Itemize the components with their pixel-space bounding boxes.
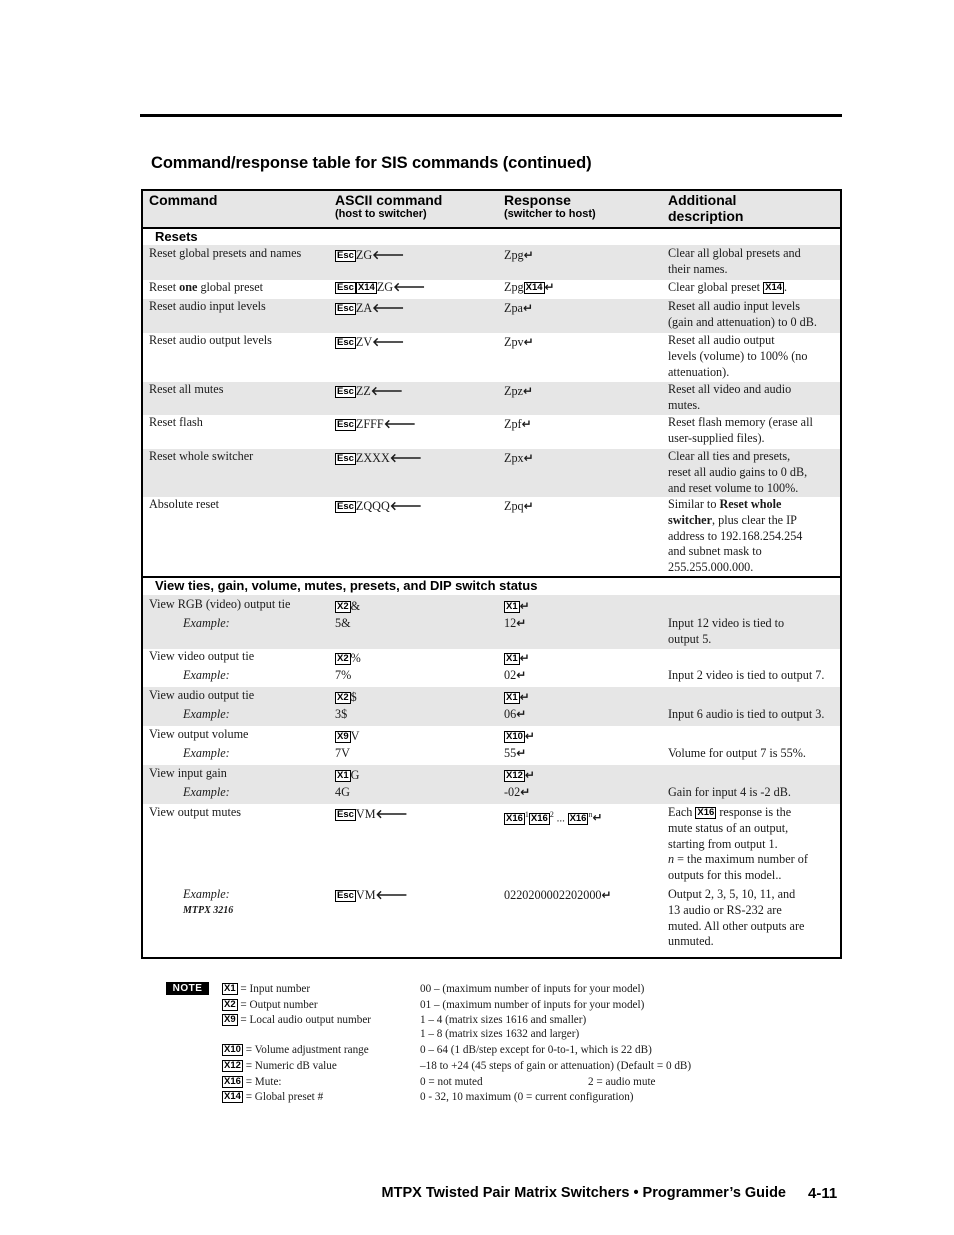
x1-key-icon: X1 xyxy=(506,601,518,612)
cell-ascii: Esc ZXXX🡐 xyxy=(337,451,422,465)
cell-response: Zpz↵ xyxy=(504,384,534,398)
note-badge: NOTE xyxy=(166,982,209,995)
cell-response xyxy=(504,651,664,667)
return-icon: ↵ xyxy=(523,335,534,349)
cell-description: Reset all audio output levels (volume) to 100% (no attenuation). xyxy=(668,333,808,379)
arrow-left-icon: 🡐 xyxy=(370,384,403,398)
table-row xyxy=(143,595,840,649)
example-ascii: 5& xyxy=(335,616,351,630)
x12-key-icon: X12 xyxy=(224,1060,241,1071)
arrow-left-icon: 🡐 xyxy=(383,417,416,431)
cell-description: Each X16 response is the mute status of an output, starting from output 1. n = the maximum number of outputs for this model.. xyxy=(668,805,808,883)
cell-response xyxy=(504,768,664,784)
header-ascii: ASCII command xyxy=(335,192,443,208)
cell-description: Similar to Reset whole switcher, plus clear the IP address to 192.168.254.254 and subnet mask to 255.255.000.000. xyxy=(668,497,803,575)
return-icon: ↵ xyxy=(522,301,534,315)
x1-key-icon: X1 xyxy=(506,653,518,664)
return-icon: ↵ xyxy=(523,499,534,513)
table-row xyxy=(143,804,840,957)
esc-key-icon: Esc xyxy=(337,282,354,293)
header-divider xyxy=(143,227,840,229)
x2-key-icon: X2 xyxy=(337,692,349,703)
x16-key-icon: X16 xyxy=(224,1076,241,1087)
esc-key-icon: Esc xyxy=(337,337,354,348)
return-icon: ↵ xyxy=(519,651,530,665)
note-key-line: X2 = Output number xyxy=(224,999,318,1011)
cell-response: Zpg X14 ↵ xyxy=(504,280,555,294)
command-table xyxy=(141,189,842,959)
esc-key-icon: Esc xyxy=(337,386,354,397)
arrow-left-icon: 🡐 xyxy=(393,280,426,294)
page-heading: Command/response table for SIS commands (continued) xyxy=(151,154,592,172)
return-icon: ↵ xyxy=(521,417,532,431)
x10-key-icon: X10 xyxy=(224,1044,241,1055)
example-label: Example: xyxy=(183,887,230,901)
return-icon: ↵ xyxy=(524,729,535,743)
cell-ascii: Esc VM🡐 xyxy=(337,807,408,821)
header-command: Command xyxy=(149,192,218,208)
return-icon: ↵ xyxy=(519,690,530,704)
example-response: 06↵ xyxy=(504,707,527,721)
cell-command: Reset global presets and names xyxy=(149,246,302,260)
x14-key-icon: X14 xyxy=(765,282,783,293)
return-icon: ↵ xyxy=(516,668,527,682)
cell-command: View input gain xyxy=(149,766,227,780)
cell-ascii: X2 $ xyxy=(337,690,357,704)
cell-command: View RGB (video) output tie xyxy=(149,597,291,611)
example-ascii: Esc VM🡐 xyxy=(337,888,408,902)
esc-key-icon: Esc xyxy=(337,501,354,512)
x2-key-icon: X2 xyxy=(224,999,236,1010)
esc-key-icon: Esc xyxy=(337,809,354,820)
footer-title: MTPX Twisted Pair Matrix Switchers • Programmer’s Guide xyxy=(381,1185,786,1201)
example-response: 12↵ xyxy=(504,616,527,630)
esc-key-icon: Esc xyxy=(337,419,354,430)
example-label: Example: xyxy=(183,668,230,682)
return-icon: ↵ xyxy=(601,888,612,902)
cell-ascii: Esc ZV🡐 xyxy=(337,335,405,349)
note-key-line: X10 = Volume adjustment range xyxy=(224,1044,369,1056)
x9-key-icon: X9 xyxy=(224,1014,236,1025)
cell-ascii: Esc ZFFF🡐 xyxy=(337,417,416,431)
cell-ascii: Esc ZA🡐 xyxy=(337,301,405,315)
section-title-resets: Resets xyxy=(155,229,198,244)
note-desc: –18 to +24 (45 steps of gain or attenuation) (Default = 0 dB) xyxy=(420,1060,692,1072)
x2-key-icon: X2 xyxy=(337,601,349,612)
example-label: Example: xyxy=(183,785,230,799)
x16-key-icon: X16 xyxy=(697,807,715,818)
note-desc: 0 = not muted xyxy=(420,1076,483,1088)
example-label: Example: xyxy=(183,746,230,760)
cell-description: Reset all video and audio mutes. xyxy=(668,382,792,412)
return-icon: ↵ xyxy=(592,810,603,825)
note-desc: 0 – 64 (1 dB/step except for 0-to-1, which is 22 dB) xyxy=(420,1044,652,1056)
x16-key-icon: X16 xyxy=(506,812,523,824)
return-icon: ↵ xyxy=(516,707,527,721)
example-ascii: 4G xyxy=(335,785,350,799)
esc-key-icon: Esc xyxy=(337,890,354,901)
cell-description: Volume for output 7 is 55%. xyxy=(668,746,806,760)
example-ascii: 7% xyxy=(335,668,352,682)
table-row xyxy=(143,382,840,415)
note-desc: 2 = audio mute xyxy=(588,1076,656,1088)
header-response: Response xyxy=(504,192,571,208)
x9-key-icon: X9 xyxy=(337,731,349,742)
esc-key-icon: Esc xyxy=(337,250,354,261)
cell-response: Zpg↵ xyxy=(504,248,534,262)
cell-description: Clear all ties and presets, reset all audio gains to 0 dB, and reset volume to 100%. xyxy=(668,449,808,495)
cell-ascii: X9 V xyxy=(337,729,360,743)
cell-response: Zpf↵ xyxy=(504,417,532,431)
note-desc: 01 – (maximum number of inputs for your model) xyxy=(420,999,645,1011)
note-key-line: X9 = Local audio output number xyxy=(224,1014,372,1026)
return-icon: ↵ xyxy=(522,384,534,398)
example-label: Example: xyxy=(183,616,230,630)
page-number: 4-11 xyxy=(808,1185,838,1202)
cell-response xyxy=(504,690,664,706)
table-row xyxy=(143,649,840,687)
table-row xyxy=(143,449,840,497)
table-row xyxy=(143,765,840,804)
cell-response xyxy=(504,599,664,615)
example-model: MTPX 3216 xyxy=(183,905,234,916)
note-key-line: X1 = Input number xyxy=(224,983,311,995)
cell-ascii: Esc X14 ZG🡐 xyxy=(337,280,426,294)
x16-key-icon: X16 xyxy=(569,812,587,824)
table-header-row xyxy=(143,191,840,228)
table-row xyxy=(143,333,840,382)
cell-ascii: Esc ZG🡐 xyxy=(337,248,405,262)
table-row xyxy=(143,280,840,299)
arrow-left-icon: 🡐 xyxy=(389,499,422,513)
x16-key-icon: X16 xyxy=(530,812,548,824)
cell-response xyxy=(504,729,664,745)
arrow-left-icon: 🡐 xyxy=(372,301,405,315)
x1-key-icon: X1 xyxy=(224,983,236,994)
return-icon: ↵ xyxy=(523,248,534,262)
cell-description: Reset all audio input levels (gain and attenuation) to 0 dB. xyxy=(668,299,817,329)
cell-command: Absolute reset xyxy=(149,497,220,511)
cell-command: Reset one global preset xyxy=(149,280,264,294)
cell-response: Zpv↵ xyxy=(504,335,534,349)
note-desc: 00 – (maximum number of inputs for your model) xyxy=(420,983,645,995)
return-icon: ↵ xyxy=(516,746,527,760)
cell-ascii: X2 % xyxy=(337,651,361,665)
return-icon: ↵ xyxy=(544,280,555,294)
example-response: -02↵ xyxy=(504,785,531,799)
header-response-sub: (switcher to host) xyxy=(504,208,596,220)
table-row xyxy=(143,497,840,576)
cell-response: X16 $^1$ X16 $^2$ ... X16 $^n$↵ xyxy=(506,810,603,825)
cell-command: Reset audio input levels xyxy=(149,299,266,313)
cell-description: Input 2 video is tied to output 7. xyxy=(668,668,825,682)
note-key-line: X12 = Numeric dB value xyxy=(224,1060,337,1072)
example-label: Example: xyxy=(183,707,230,721)
cell-command: Reset whole switcher xyxy=(149,449,254,463)
cell-command: View audio output tie xyxy=(149,688,255,702)
cell-command: Reset flash xyxy=(149,415,203,429)
arrow-left-icon: 🡐 xyxy=(389,451,422,465)
example-response: 55↵ xyxy=(504,746,527,760)
x1-key-icon: X1 xyxy=(506,692,518,703)
cell-command: View output volume xyxy=(149,727,249,741)
arrow-left-icon: 🡐 xyxy=(372,248,405,262)
cell-ascii: Esc ZZ🡐 xyxy=(337,384,403,398)
example-description: Output 2, 3, 5, 10, 11, and 13 audio or RS-232 are muted. All other outputs are unmuted. xyxy=(668,887,805,949)
cell-description: Input 6 audio is tied to output 3. xyxy=(668,707,825,721)
note-desc: 1 – 4 (matrix sizes 1616 and smaller) 1 – 8 (matrix sizes 1632 and larger) xyxy=(420,1014,587,1040)
return-icon: ↵ xyxy=(520,785,531,799)
cell-response: Zpq↵ xyxy=(504,499,534,513)
table-row xyxy=(143,245,840,280)
cell-command: Reset all mutes xyxy=(149,382,224,396)
header-desc-line1: Additional xyxy=(668,192,737,208)
example-ascii: 3$ xyxy=(335,707,348,721)
section-title-view: View ties, gain, volume, mutes, presets, and DIP switch status xyxy=(155,578,538,593)
esc-key-icon: Esc xyxy=(337,453,354,464)
note-key-line: X14 = Global preset # xyxy=(224,1091,324,1103)
return-icon: ↵ xyxy=(519,599,530,613)
note-desc: 0 - 32, 10 maximum (0 = current configuration) xyxy=(420,1091,634,1103)
header-desc-line2: description xyxy=(668,208,744,224)
x2-key-icon: X2 xyxy=(337,653,349,664)
x1-key-icon: X1 xyxy=(337,770,349,781)
x14-key-icon: X14 xyxy=(224,1091,241,1102)
cell-ascii: X1 G xyxy=(337,768,360,782)
top-rule xyxy=(140,114,842,117)
table-row xyxy=(143,299,840,333)
arrow-left-icon: 🡐 xyxy=(375,807,408,821)
table-row xyxy=(143,687,840,726)
arrow-left-icon: 🡐 xyxy=(375,888,408,902)
example-response: 0220200002202000↵ xyxy=(504,888,612,902)
x12-key-icon: X12 xyxy=(506,770,523,781)
x14-key-icon: X14 xyxy=(525,282,543,293)
cell-description: Clear all global presets and their names. xyxy=(668,246,801,276)
cell-description: Clear global preset X14 . xyxy=(668,280,788,294)
arrow-left-icon: 🡐 xyxy=(372,335,405,349)
table-row xyxy=(143,726,840,765)
x14-key-icon: X14 xyxy=(357,282,375,293)
cell-ascii: Esc ZQQQ🡐 xyxy=(337,499,422,513)
cell-response: Zpx↵ xyxy=(504,451,534,465)
cell-command: View output mutes xyxy=(149,805,242,819)
x10-key-icon: X10 xyxy=(506,731,523,742)
cell-response: Zpa↵ xyxy=(504,301,534,315)
cell-command: View video output tie xyxy=(149,649,255,663)
header-ascii-sub: (host to switcher) xyxy=(335,208,427,220)
cell-description: Reset flash memory (erase all user-supplied files). xyxy=(668,415,813,445)
note-key-line: X16 = Mute: xyxy=(224,1076,282,1088)
cell-description: Input 12 video is tied to output 5. xyxy=(668,616,785,646)
return-icon: ↵ xyxy=(524,768,535,782)
return-icon: ↵ xyxy=(516,616,527,630)
table-row xyxy=(143,415,840,449)
esc-key-icon: Esc xyxy=(337,303,354,314)
cell-description: Gain for input 4 is -2 dB. xyxy=(668,785,791,799)
example-response: 02↵ xyxy=(504,668,527,682)
cell-command: Reset audio output levels xyxy=(149,333,272,347)
return-icon: ↵ xyxy=(523,451,534,465)
example-ascii: 7V xyxy=(335,746,350,760)
cell-ascii: X2 & xyxy=(337,599,361,613)
